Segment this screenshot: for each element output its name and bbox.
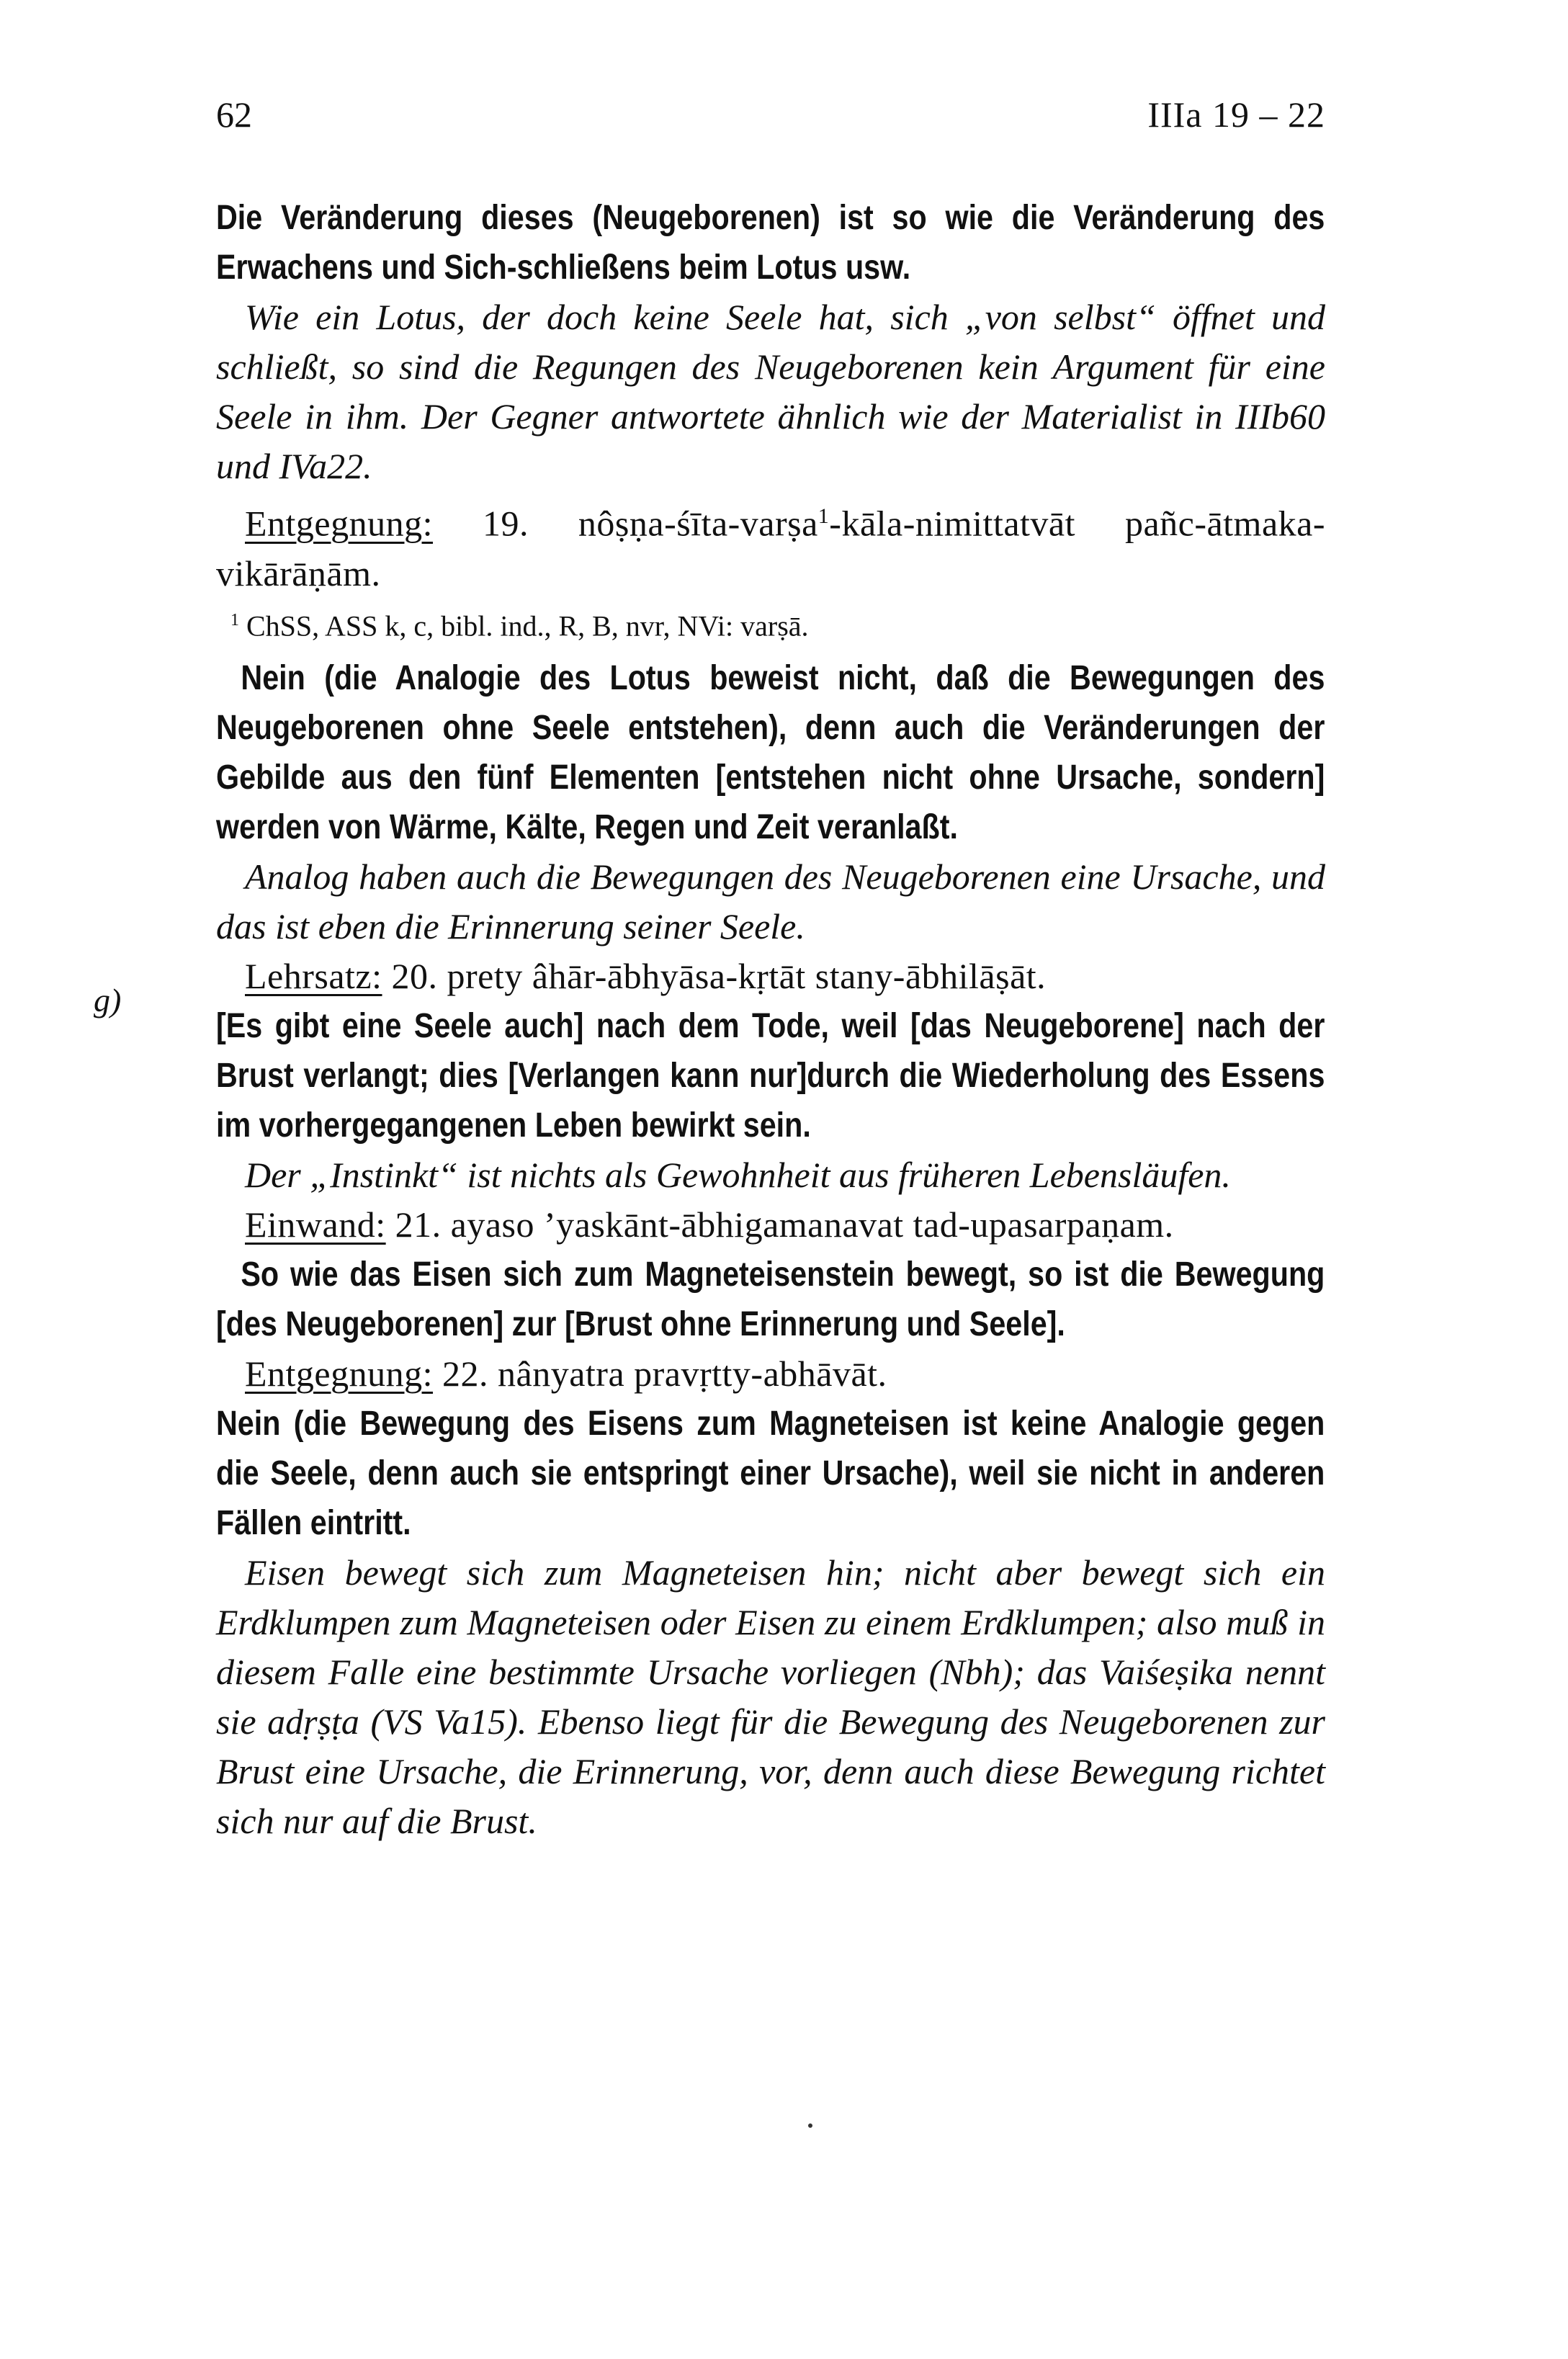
commentary-paragraph: Eisen bewegt sich zum Magneteisen hin; nicht aber bewegt sich ein Erdklumpen zum Magneteisen oder Eisen zu einem Erdklumpen; also muß in diesem Falle eine bestimmte Ursache vorliegen (Nbh); das Vaiśeṣika nennt sie adṛṣṭa (VS Va15). Ebenso liegt für die Bewegung des Neugeborenen zur Brust eine Ursache, die Erinnerung, vor, denn auch diese Bewegung richtet sich nur auf die Brust. — [216, 1552, 1325, 1841]
sutra-label: Einwand: — [245, 1204, 386, 1245]
commentary-paragraph: Analog haben auch die Bewegungen des Neugeborenen eine Ursache, und das ist eben die Erinnerung seiner Seele. — [216, 856, 1325, 946]
sutra-text: 22. nânyatra pravṛtty-abhāvāt. — [433, 1353, 887, 1394]
commentary-paragraph: Wie ein Lotus, der doch keine Seele hat, sich „von selbst“ öffnet und schließt, so sind die Regungen des Neugeborenen kein Argument für eine Seele in ihm. Der Gegner antwortete ähnlich wie der Materialist in IIIb60 und IVa22. — [216, 297, 1325, 486]
translation-paragraph: Nein (die Analogie des Lotus beweist nicht, daß die Bewegungen des Neugeborenen ohne Seele entstehen), denn auch die Veränderungen der Gebilde aus den fünf Elementen [entstehen nicht ohne Ursache, sondern] werden von Wärme, Kälte, Regen und Zeit veranlaßt. — [216, 658, 1325, 846]
translation-paragraph: Nein (die Bewegung des Eisens zum Magneteisen ist keine Analogie gegen die Seele, denn auch sie entspringt einer Ursache), weil sie nicht in anderen Fällen eintritt. — [216, 1404, 1325, 1542]
translation-paragraph: [Es gibt eine Seele auch] nach dem Tode, weil [das Neugeborene] nach der Brust verlangt; dies [Verlangen kann nur]durch die Wiederholung des Essens im vorhergegangenen Leben bewirkt sein. — [216, 1006, 1325, 1145]
commentary-paragraph: Der „Instinkt“ ist nichts als Gewohnheit aus früheren Lebensläufen. — [245, 1154, 1231, 1195]
footnote-text: ChSS, ASS k, c, bibl. ind., R, B, nvr, NVi: varṣā. — [239, 609, 809, 642]
sutra-19 — [216, 491, 1325, 599]
running-head: IIIa 19 – 22 — [1147, 94, 1325, 135]
sutra-text-continued: -kāla-nimittatvāt pañc-ātmaka-vikārāṇām. — [216, 503, 1325, 594]
sutra-21 — [216, 1200, 1325, 1250]
sutra-label: Entgegnung: — [245, 503, 434, 544]
margin-section-letter: g) — [94, 982, 122, 1019]
footnote — [230, 599, 1325, 648]
translation-paragraph: Die Veränderung dieses (Neugeborenen) ist so wie die Veränderung des Erwachens und Sich-schließens beim Lotus usw. — [216, 199, 1325, 287]
body-text — [216, 193, 1325, 1846]
sutra-label: Entgegnung: — [245, 1353, 434, 1394]
sutra-text: 21. ayaso ’yaskānt-ābhigamanavat tad-upasarpaṇam. — [385, 1204, 1174, 1245]
sutra-text: 20. prety âhār-ābhyāsa-kṛtāt stany-ābhilāṣāt. — [382, 955, 1047, 996]
print-speck — [808, 2123, 812, 2128]
sutra-label: Lehrsatz: — [245, 955, 382, 996]
footnote-mark: 1 — [230, 610, 239, 630]
sutra-20 — [216, 952, 1325, 1001]
page-number: 62 — [216, 94, 252, 135]
translation-paragraph: So wie das Eisen sich zum Magneteisenstein bewegt, so ist die Bewegung [des Neugeborenen] zur [Brust ohne Erinnerung und Seele]. — [216, 1255, 1325, 1343]
page-header — [216, 94, 1325, 151]
sutra-22 — [216, 1349, 1325, 1399]
sutra-text: 19. nôṣṇa-śīta-varṣa — [433, 503, 818, 544]
footnote-reference: 1 — [817, 504, 830, 528]
